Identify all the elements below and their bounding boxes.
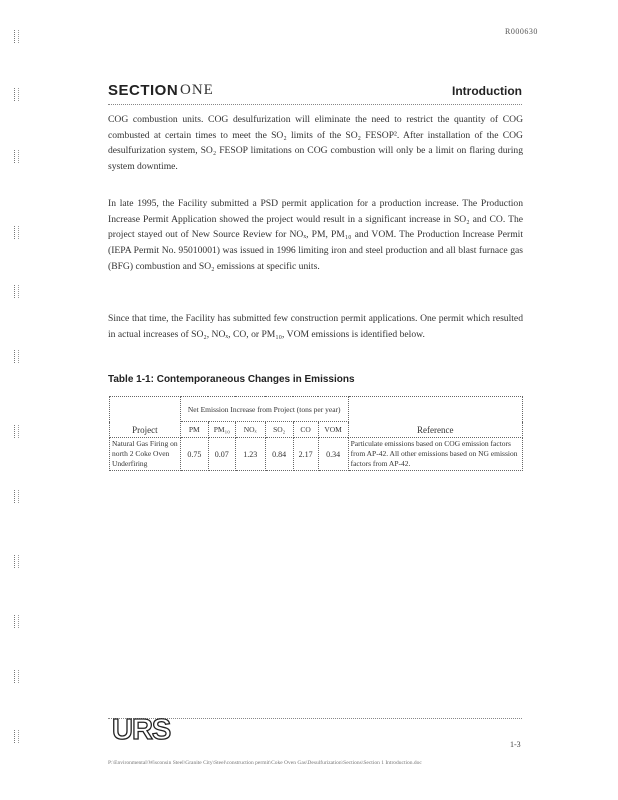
- pollutant-header-nox: NOₓ: [235, 422, 265, 438]
- value-cell-nox: 1.23: [235, 438, 265, 471]
- page-number: 1-3: [510, 740, 521, 749]
- pollutant-header-so2: SO₂: [265, 422, 293, 438]
- value-cell-pm10: 0.07: [208, 438, 235, 471]
- value-cell-so2: 0.84: [265, 438, 293, 471]
- project-cell: Natural Gas Firing on north 2 Coke Oven Underfiring: [110, 438, 181, 471]
- project-column-header: Project: [110, 397, 181, 438]
- section-header: [108, 82, 522, 106]
- section-number: ONE: [180, 82, 214, 98]
- value-cell-co: 2.17: [293, 438, 318, 471]
- section-title: Introduction: [452, 84, 522, 98]
- pollutant-header-pm: PM: [180, 422, 208, 438]
- section-word: SECTION: [108, 82, 179, 99]
- table-row: [110, 438, 523, 471]
- paragraph-production-increase: [108, 196, 523, 275]
- binder-hole-marks: [14, 30, 22, 780]
- header-rule: [108, 104, 522, 105]
- pollutant-header-pm10: PM₁₀: [208, 422, 235, 438]
- paragraph-text: In late 1995, the Facility submitted a PSD permit application for a production increase. The Production Increase Permit Application showed the project would result in a significant increase in SO₂ and CO. The project stayed out of New Source Review for NOₓ, PM, PM₁₀ and VOM. The Production Increase Permit (IEPA Permit No. 95010001) was issued in 1996 limiting iron and steel production and all blast furnace gas (BFG) combustion and SO₂ emissions at specific units.: [108, 198, 523, 272]
- pollutant-header-co: CO: [293, 422, 318, 438]
- pollutant-header-vom: VOM: [318, 422, 348, 438]
- emissions-table: [109, 396, 523, 471]
- reference-column-header: Reference: [348, 397, 522, 438]
- page-id: R000630: [505, 27, 538, 36]
- paragraph-text: COG combustion units. COG desulfurization will eliminate the need to restrict the quantity of COG combusted at certain times to meet the SO₂ limits of the SO₂ FESOP². After installation of the COG desulfurization system, SO₂ FESOP limitations on COG combustion will only be a limit on flaring during system downtime.: [108, 114, 523, 173]
- table-caption: Table 1-1: Contemporaneous Changes in Emissions: [108, 374, 355, 385]
- value-cell-vom: 0.34: [318, 438, 348, 471]
- net-emission-group-header: Net Emission Increase from Project (tons per year): [180, 397, 348, 422]
- paragraph-coG-desulfurization: [108, 112, 523, 175]
- paragraph-text: Since that time, the Facility has submitted few construction permit applications. One permit which resulted in actual increases of SO₂, NOₓ, CO, or PM₁₀, VOM emissions is identified below.: [108, 313, 523, 340]
- reference-cell: Particulate emissions based on COG emission factors from AP-42. All other emissions based on NG emission factors from AP-42.: [348, 438, 522, 471]
- urs-logo: URS: [112, 714, 171, 746]
- footer-file-path: P:\Environmental\Wisconsin Steel\Granite City\Steel\construction permit\Coke Oven Gas\Desulfurization\Sections\Section 1 Introduction.doc: [108, 760, 422, 766]
- paragraph-construction-permits: [108, 311, 523, 342]
- value-cell-pm: 0.75: [180, 438, 208, 471]
